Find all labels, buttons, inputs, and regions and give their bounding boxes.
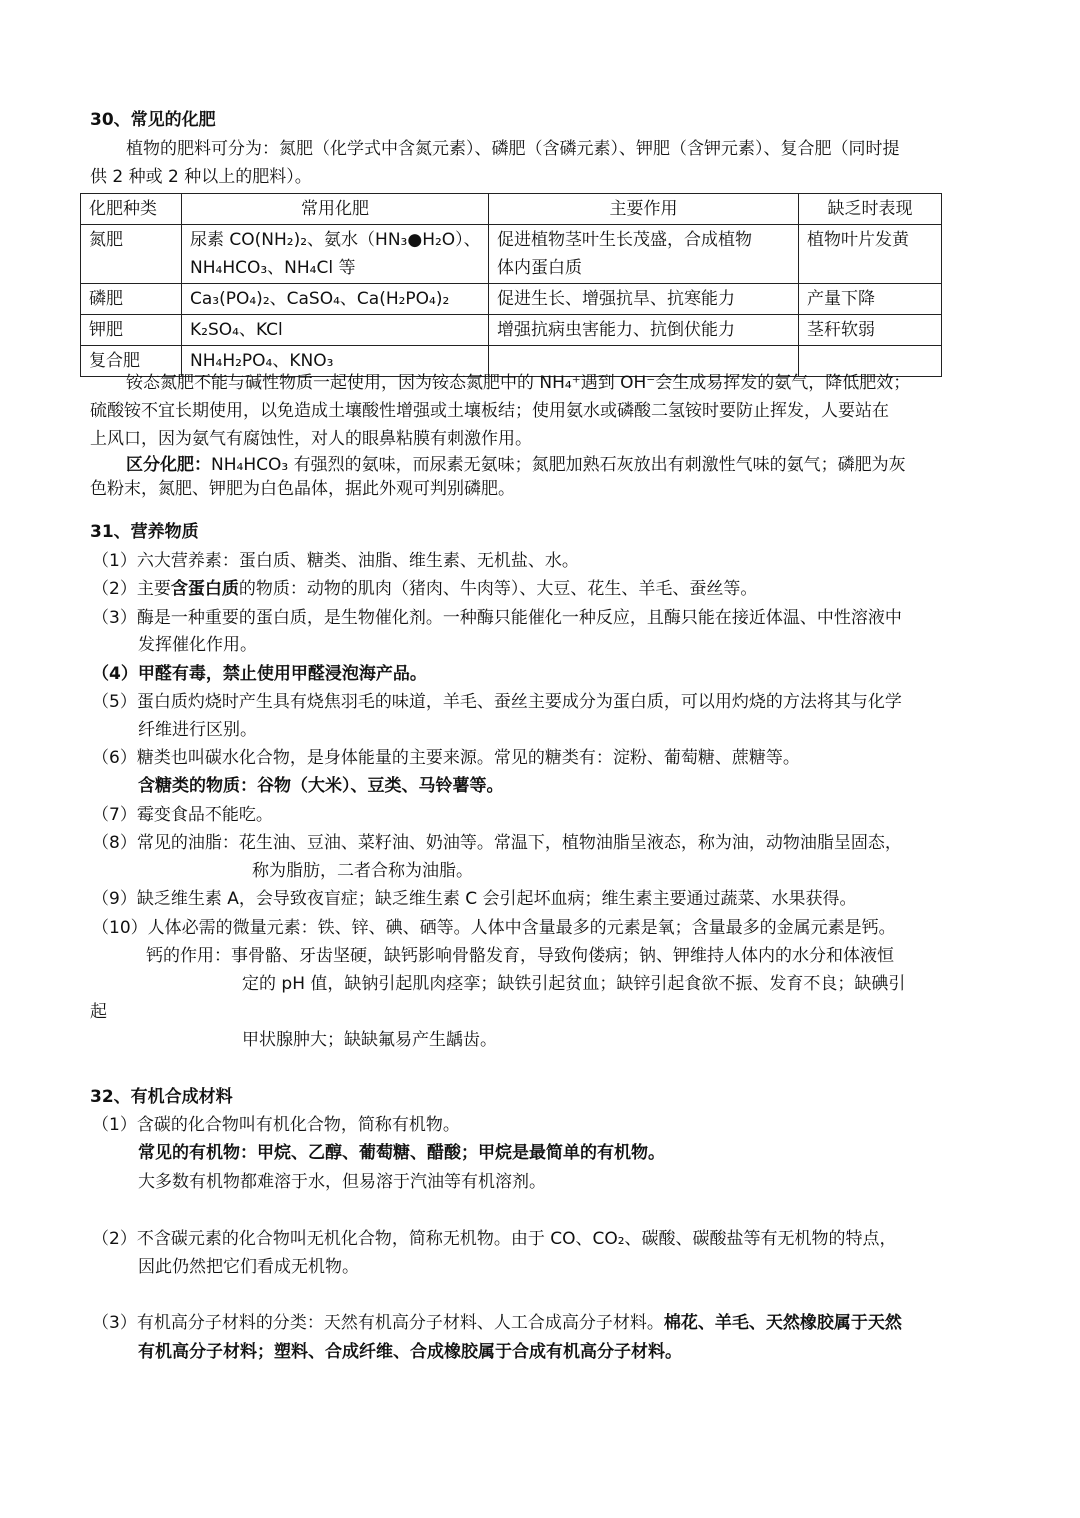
section-32-item-2-line2: 因此仍然把它们看成无机物。 (138, 1257, 359, 1277)
section-31-item-10-line4: 起 (90, 1002, 107, 1022)
section-31-item-4: （4）甲醛有毒，禁止使用甲醛浸泡海产品。 (92, 664, 427, 684)
fertilizer-table (80, 193, 942, 377)
table-header-cell: 常用化肥 (182, 194, 489, 225)
table-cell-type: 钾肥 (81, 315, 182, 346)
table-header-row (81, 194, 942, 225)
section-30-note-line3: 上风口，因为氨气有腐蚀性，对人的眼鼻粘膜有刺激作用。 (90, 429, 532, 449)
table-cell-type: 复合肥 (81, 346, 182, 377)
section-31-item-6-line1: （6）糖类也叫碳水化合物，是身体能量的主要来源。常见的糖类有：淀粉、葡萄糖、蔗糖等。 (92, 748, 800, 768)
section-31-title: 31、营养物质 (90, 522, 199, 542)
table-cell-type: 氮肥 (81, 225, 182, 284)
section-30-intro-line1: 植物的肥料可分为：氮肥（化学式中含氮元素）、磷肥（含磷元素）、钾肥（含钾元素）、复合肥（同时提 (126, 139, 900, 159)
section-31-item-6-line2: 含糖类的物质：谷物（大米）、豆类、马铃薯等。 (138, 776, 504, 796)
table-cell-line: 体内蛋白质 (497, 258, 582, 278)
section-32-item-2-line1: （2）不含碳元素的化合物叫无机化合物，简称无机物。由于 CO、CO₂、碳酸、碳酸盐等有无机物的特点， (92, 1229, 897, 1249)
table-header-cell: 化肥种类 (81, 194, 182, 225)
table-cell-common: K₂SO₄、KCl (182, 315, 489, 346)
item-text: （2）主要 (92, 579, 171, 599)
item-text: 的物质：动物的肌肉（猪肉、牛肉等）、大豆、花生、羊毛、蚕丝等。 (238, 579, 758, 599)
section-31-item-10-line1: （10）人体必需的微量元素：铁、锌、碘、硒等。人体中含量最多的元素是氧；含量最多的金属元素是钙。 (92, 918, 896, 938)
section-30-distinguish-line2: 色粉末，氮肥、钾肥为白色晶体，据此外观可判别磷肥。 (90, 479, 515, 499)
section-31-item-8-line1: （8）常见的油脂：花生油、豆油、菜籽油、奶油等。常温下，植物油脂呈液态，称为油，动物油脂呈固态， (92, 833, 902, 853)
distinguish-label: 区分化肥： (126, 455, 211, 475)
table-row (81, 284, 942, 315)
table-cell-line: 尿素 CO(NH₂)₂、氨水（HN₃●H₂O）、 (190, 230, 481, 250)
item-bold-text: 含蛋白质 (170, 579, 239, 599)
section-31-item-7: （7）霉变食品不能吃。 (92, 805, 273, 825)
distinguish-text: NH₄HCO₃ 有强烈的氨味，而尿素无氨味；氮肥加熟石灰放出有刺激性气味的氨气；磷肥为灰 (211, 455, 906, 475)
section-31-item-9: （9）缺乏维生素 A，会导致夜盲症；缺乏维生素 C 会引起坏血病；维生素主要通过蔬菜、水果获得。 (92, 889, 857, 909)
table-cell-common: NH₄H₂PO₄、KNO₃ (182, 346, 489, 377)
table-cell-effect: 促进生长、增强抗旱、抗寒能力 (489, 284, 799, 315)
section-30-note-line1: 铵态氮肥不能与碱性物质一起使用，因为铵态氮肥中的 NH₄⁺遇到 OH⁻会生成易挥发的氨气，降低肥效； (126, 373, 911, 393)
section-32-item-3-line2: 有机高分子材料；塑料、合成纤维、合成橡胶属于合成有机高分子材料。 (138, 1342, 682, 1362)
section-31-item-5-line1: （5）蛋白质灼烧时产生具有烧焦羽毛的味道，羊毛、蚕丝主要成分为蛋白质，可以用灼烧的方法将其与化学 (92, 692, 902, 712)
table-cell-effect (489, 225, 799, 284)
section-30-title: 30、常见的化肥 (90, 110, 216, 130)
table-cell-lack: 茎秆软弱 (799, 315, 942, 346)
table-row (81, 315, 942, 346)
section-31-item-2 (92, 576, 757, 602)
item-text: （3）有机高分子材料的分类：天然有机高分子材料、人工合成高分子材料。 (92, 1313, 664, 1333)
section-31-item-8-line2: 称为脂肪，二者合称为油脂。 (252, 861, 473, 881)
section-32-title: 32、有机合成材料 (90, 1087, 233, 1107)
section-31-item-5-line2: 纤维进行区别。 (138, 720, 257, 740)
table-header-cell: 缺乏时表现 (799, 194, 942, 225)
section-31-item-10-line5: 甲状腺肿大；缺缺氟易产生龋齿。 (242, 1030, 497, 1050)
table-header-cell: 主要作用 (489, 194, 799, 225)
section-32-item-1-line2: 常见的有机物：甲烷、乙醇、葡萄糖、醋酸；甲烷是最简单的有机物。 (138, 1143, 665, 1163)
section-31-item-3-line1: （3）酶是一种重要的蛋白质，是生物催化剂。一种酶只能催化一种反应，且酶只能在接近体温、中性溶液中 (92, 608, 902, 628)
section-32-item-3-line1 (92, 1310, 902, 1336)
section-30-intro-line2: 供 2 种或 2 种以上的肥料）。 (90, 167, 312, 187)
section-31-item-10-line2: 钙的作用：事骨骼、牙齿坚硬，缺钙影响骨骼发育，导致佝偻病；钠、钾维持人体内的水分和体液恒 (146, 946, 894, 966)
table-cell-type: 磷肥 (81, 284, 182, 315)
section-30-note-line2: 硫酸铵不宜长期使用，以免造成土壤酸性增强或土壤板结；使用氨水或磷酸二氢铵时要防止挥发，人要站在 (90, 401, 889, 421)
section-31-item-3-line2: 发挥催化作用。 (138, 635, 257, 655)
table-row (81, 225, 942, 284)
section-31-item-1: （1）六大营养素：蛋白质、糖类、油脂、维生素、无机盐、水。 (92, 551, 579, 571)
table-cell-common: Ca₃(PO₄)₂、CaSO₄、Ca(H₂PO₄)₂ (182, 284, 489, 315)
section-32-item-1-line1: （1）含碳的化合物叫有机化合物，简称有机物。 (92, 1115, 460, 1135)
item-bold-text: 棉花、羊毛、天然橡胶属于天然 (663, 1313, 902, 1333)
section-30-distinguish-line1 (126, 452, 906, 478)
table-cell-line: NH₄HCO₃、NH₄Cl 等 (190, 258, 356, 278)
section-32-item-1-line3: 大多数有机物都难溶于水，但易溶于汽油等有机溶剂。 (138, 1172, 546, 1192)
table-cell-lack: 植物叶片发黄 (799, 225, 942, 284)
table-cell-line: 促进植物茎叶生长茂盛，合成植物 (497, 230, 752, 250)
table-cell-lack: 产量下降 (799, 284, 942, 315)
section-31-item-10-line3: 定的 pH 值，缺钠引起肌肉痉挛；缺铁引起贫血；缺锌引起食欲不振、发育不良；缺碘引 (242, 974, 906, 994)
table-cell-effect: 增强抗病虫害能力、抗倒伏能力 (489, 315, 799, 346)
table-cell-common (182, 225, 489, 284)
